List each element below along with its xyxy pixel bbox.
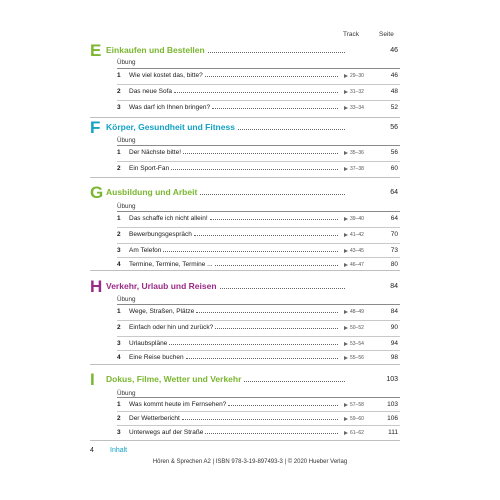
section-title: Einkaufen und Bestellen [106, 45, 205, 55]
leader-dots [212, 104, 338, 109]
exercise-row[interactable] [117, 68, 400, 85]
section-title: Verkehr, Urlaub und Reisen [106, 281, 217, 291]
exercise-page: 111 [388, 429, 398, 436]
uebung-label: Übung [117, 59, 136, 66]
track-ref[interactable] [344, 105, 364, 111]
play-track-icon [344, 342, 348, 346]
track-numbers: 61–62 [350, 430, 364, 436]
track-numbers: 43–45 [350, 248, 364, 254]
exercise-title: Der Wetterbericht [129, 415, 180, 422]
exercise-row[interactable] [117, 257, 400, 274]
section-e [90, 43, 400, 118]
play-track-icon [344, 403, 348, 407]
exercise-number: 2 [117, 231, 121, 238]
exercise-page: 46 [390, 72, 398, 79]
exercise-page: 98 [390, 354, 398, 361]
track-ref[interactable] [344, 309, 364, 315]
play-track-icon [344, 431, 348, 435]
exercise-title: Einfach oder hin und zurück? [129, 324, 214, 331]
play-track-icon [344, 417, 348, 421]
leader-dots [215, 324, 338, 329]
exercise-page: 56 [390, 149, 398, 156]
track-ref[interactable] [344, 248, 364, 254]
leader-dots [171, 165, 338, 170]
exercise-page: 94 [390, 340, 398, 347]
track-numbers: 41–42 [350, 232, 364, 238]
section-page: 84 [390, 283, 398, 290]
exercise-page: 60 [390, 165, 398, 172]
section-page: 64 [390, 189, 398, 196]
exercise-title: Das schaffe ich nicht allein! [129, 215, 208, 222]
exercise-page: 80 [390, 261, 398, 268]
exercise-title: Eine Reise buchen [129, 354, 184, 361]
exercise-title: Wege, Straßen, Plätze [129, 308, 195, 315]
track-numbers: 31–32 [350, 89, 364, 95]
play-track-icon [344, 217, 348, 221]
play-track-icon [344, 90, 348, 94]
exercise-title: Der Nächste bitte! [129, 149, 182, 156]
exercise-title: Wie viel kostet das, bitte? [129, 72, 203, 79]
leader-dots [228, 401, 338, 406]
leader-dots [215, 261, 338, 266]
track-numbers: 55–56 [350, 355, 364, 361]
leader-dots [238, 122, 345, 130]
exercise-row[interactable] [117, 145, 400, 162]
section-title-link[interactable] [106, 45, 347, 56]
track-ref[interactable] [344, 166, 364, 172]
section-h [90, 279, 400, 365]
exercise-page: 48 [390, 88, 398, 95]
play-track-icon [344, 233, 348, 237]
track-numbers: 33–34 [350, 105, 364, 111]
exercise-page: 52 [390, 104, 398, 111]
exercise-number: 3 [117, 247, 121, 254]
exercise-number: 1 [117, 149, 121, 156]
play-track-icon [344, 310, 348, 314]
exercise-number: 2 [117, 165, 121, 172]
play-track-icon [344, 263, 348, 267]
leader-dots [196, 308, 338, 313]
track-numbers: 48–49 [350, 309, 364, 315]
footer-credit: Hören & Sprechen A2 | ISBN 978-3-19-897493-3 | © 2020 Hueber Verlag [152, 459, 348, 465]
exercise-row[interactable] [117, 350, 400, 367]
play-track-icon [344, 167, 348, 171]
exercise-row[interactable] [117, 211, 400, 228]
uebung-label: Übung [117, 296, 136, 303]
exercise-title: Was kommt heute im Fernsehen? [129, 401, 227, 408]
section-i [90, 372, 400, 441]
exercise-number: 3 [117, 340, 121, 347]
section-g [90, 185, 400, 271]
track-numbers: 46–47 [350, 262, 364, 268]
exercise-number: 1 [117, 308, 121, 315]
track-ref[interactable] [344, 430, 364, 436]
track-numbers: 57–58 [350, 402, 364, 408]
leader-dots [205, 72, 338, 77]
exercise-number: 1 [117, 72, 121, 79]
section-page: 56 [390, 124, 398, 131]
exercise-page: 90 [390, 324, 398, 331]
exercise-number: 2 [117, 88, 121, 95]
exercise-row[interactable] [117, 84, 400, 101]
exercise-row[interactable] [117, 425, 400, 442]
section-title: Ausbildung und Arbeit [106, 187, 198, 197]
track-ref[interactable] [344, 89, 364, 95]
track-numbers: 37–38 [350, 166, 364, 172]
play-track-icon [344, 74, 348, 78]
play-track-icon [344, 356, 348, 360]
leader-dots [194, 231, 338, 236]
uebung-label: Übung [117, 137, 136, 144]
leader-dots [186, 354, 338, 359]
uebung-label: Übung [117, 390, 136, 397]
track-ref[interactable] [344, 232, 364, 238]
leader-dots [183, 149, 338, 154]
section-f [90, 120, 400, 178]
track-ref[interactable] [344, 73, 364, 79]
leader-dots [244, 374, 345, 382]
section-title-link[interactable] [106, 122, 347, 133]
exercise-number: 4 [117, 261, 121, 268]
section-letter: F [90, 118, 101, 137]
exercise-page: 106 [387, 415, 398, 422]
exercise-title: Unterwegs auf der Straße [129, 429, 204, 436]
exercise-number: 2 [117, 415, 121, 422]
section-title: Körper, Gesundheit und Fitness [106, 122, 235, 132]
exercise-title: Termine, Termine, Termine ... [129, 261, 213, 268]
track-column-header: Track [343, 31, 360, 38]
exercise-number: 1 [117, 401, 121, 408]
track-numbers: 50–52 [350, 325, 364, 331]
exercise-row[interactable] [117, 161, 400, 178]
footer-section-label: Inhalt [110, 447, 128, 454]
leader-dots [210, 215, 338, 220]
uebung-label: Übung [117, 203, 136, 210]
track-numbers: 35–36 [350, 150, 364, 156]
exercise-number: 3 [117, 429, 121, 436]
track-ref[interactable] [344, 355, 364, 361]
section-letter: G [90, 183, 104, 202]
exercise-page: 64 [390, 215, 398, 222]
page-number: 4 [90, 447, 94, 454]
exercise-page: 84 [390, 308, 398, 315]
section-letter: E [90, 41, 102, 60]
section-title: Dokus, Filme, Wetter und Verkehr [106, 374, 242, 384]
track-numbers: 53–54 [350, 341, 364, 347]
exercise-page: 70 [390, 231, 398, 238]
leader-dots [174, 88, 338, 93]
leader-dots [205, 429, 338, 434]
leader-dots [208, 45, 345, 53]
track-ref[interactable] [344, 416, 364, 422]
track-ref[interactable] [344, 402, 364, 408]
exercise-page: 73 [390, 247, 398, 254]
leader-dots [200, 187, 345, 195]
exercise-title: Was darf ich Ihnen bringen? [129, 104, 211, 111]
exercise-title: Das neue Sofa [129, 88, 173, 95]
track-numbers: 39–40 [350, 216, 364, 222]
section-title-link[interactable] [106, 374, 347, 385]
exercise-page: 103 [387, 401, 398, 408]
leader-dots [163, 247, 338, 252]
section-title-link[interactable] [106, 187, 347, 198]
exercise-row[interactable] [117, 227, 400, 244]
track-ref[interactable] [344, 262, 364, 268]
track-ref[interactable] [344, 325, 364, 331]
exercise-number: 3 [117, 104, 121, 111]
exercise-title: Urlaubspläne [129, 340, 168, 347]
play-track-icon [344, 326, 348, 330]
track-ref[interactable] [344, 150, 364, 156]
leader-dots [220, 281, 345, 289]
exercise-number: 2 [117, 324, 121, 331]
play-track-icon [344, 106, 348, 110]
column-headers [0, 31, 500, 41]
track-numbers: 59–60 [350, 416, 364, 422]
section-letter: I [90, 370, 95, 389]
page-column-header: Seite [379, 31, 394, 38]
exercise-number: 1 [117, 215, 121, 222]
leader-dots [169, 340, 338, 345]
track-ref[interactable] [344, 341, 364, 347]
exercise-number: 4 [117, 354, 121, 361]
exercise-row[interactable] [117, 320, 400, 337]
section-page: 103 [386, 376, 398, 383]
exercise-row[interactable] [117, 100, 400, 117]
play-track-icon [344, 249, 348, 253]
leader-dots [182, 415, 338, 420]
exercise-row[interactable] [117, 304, 400, 321]
exercise-title: Ein Sport-Fan [129, 165, 170, 172]
section-letter: H [90, 277, 103, 296]
play-track-icon [344, 151, 348, 155]
exercise-title: Am Telefon [129, 247, 162, 254]
section-title-link[interactable] [106, 281, 347, 292]
exercise-title: Bewerbungsgespräch [129, 231, 192, 238]
track-numbers: 29–30 [350, 73, 364, 79]
track-ref[interactable] [344, 216, 364, 222]
section-page: 46 [390, 47, 398, 54]
